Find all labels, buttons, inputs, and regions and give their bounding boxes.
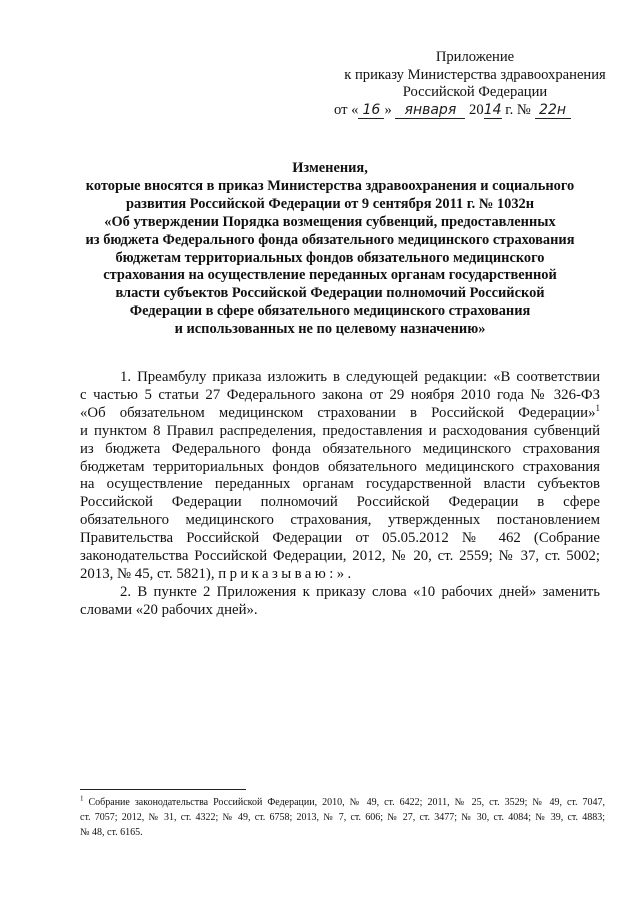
title-line: бюджетам территориальных фондов обязательного медицинского [115, 249, 545, 266]
title-line: страхования на осуществление переданных органам государственной [103, 267, 557, 284]
paragraph-1-line: обязательного медицинского страхования, утвержденных постановлением [80, 512, 600, 529]
annex-ministry: Российской Федерации [402, 84, 548, 100]
title-line: из бюджета Федерального фонда обязательного медицинского страхования [85, 231, 575, 248]
date-prefix: от « [334, 101, 359, 118]
footnote-text: Собрание законодательства Российской Федерации, 2010, № 49, ст. 6422; 2011, № 25, ст. 3529; № 49, ст. 7047, [88, 797, 606, 808]
footnote-reference: 1 [595, 402, 600, 413]
title-line: Федерации в сфере обязательного медицинского страхования [129, 303, 531, 320]
handwritten-number: 22н [535, 103, 571, 119]
paragraph-1-line: на осуществление переданных органам государственной власти субъектов [80, 476, 600, 493]
title-line: и использованных не по целевому назначению» [174, 321, 486, 338]
footnote-line: № 48, ст. 6165. [80, 827, 143, 838]
paragraph-1-line: законодательства Российской Федерации, 2012, № 20, ст. 2559; № 37, ст. 5002; [80, 548, 600, 565]
annex-date-line [330, 102, 620, 120]
paragraph-1-line: из бюджета Федерального фонда обязательного медицинского страхования [80, 440, 600, 457]
footnote-line [80, 795, 605, 810]
paragraph-1-text: «Об обязательном медицинском страховании в Российской Федерации» [80, 404, 596, 421]
paragraph-1-text: 2013, № 45, ст. 5821), [80, 565, 215, 582]
document-title [60, 160, 600, 339]
footnote [80, 795, 605, 840]
paragraph-1-line [80, 402, 600, 423]
paragraph-1-line: с частью 5 статьи 27 Федерального закона от 29 ноября 2010 года № 326-ФЗ [80, 386, 600, 403]
paragraph-2-line: 2. В пункте 2 Приложения к приказу слова «10 рабочих дней» заменить [120, 583, 600, 600]
paragraph-1-line: Правительства Российской Федерации от 05.05.2012 № 462 (Собрание [80, 530, 600, 547]
annex-label: Приложение [435, 49, 515, 65]
title-line: «Об утверждении Порядка возмещения субвенций, предоставленных [104, 213, 556, 230]
handwritten-day: 16 [358, 103, 384, 119]
footnote-marker: 1 [80, 794, 84, 803]
paragraph-1-line: и пунктом 8 Правил распределения, предоставления и расходования субвенций [80, 422, 600, 439]
handwritten-month: января [395, 103, 465, 119]
paragraph-1-line [80, 566, 600, 584]
year-word: г. № [505, 101, 531, 118]
date-mid: » [384, 101, 392, 118]
annex-header [330, 49, 620, 119]
document-body [80, 369, 600, 620]
paragraph-2-line: словами «20 рабочих дней». [80, 601, 258, 618]
handwritten-year: 14 [483, 101, 502, 118]
paragraph-1-line: 1. Преамбулу приказа изложить в следующей редакции: «В соответствии [120, 369, 600, 385]
decree-word: приказываю:». [218, 565, 355, 582]
title-line: власти субъектов Российской Федерации полномочий Российской [115, 285, 545, 302]
paragraph-1-line: Российской Федерации полномочий Российской Федерации в сфере [80, 494, 600, 511]
paragraph-1-line: бюджетам территориальных фондов обязательного медицинского страхования [80, 458, 600, 475]
title-line: Изменения, [292, 160, 368, 176]
title-line: которые вносятся в приказ Министерства здравоохранения и социального [85, 177, 575, 194]
title-line: развития Российской Федерации от 9 сентября 2011 г. № 1032н [125, 195, 535, 212]
annex-order-ref: к приказу Министерства здравоохранения [344, 66, 606, 83]
footnote-separator [80, 789, 246, 790]
year-prefix: 20 [469, 101, 484, 118]
footnote-line: ст. 7057; 2012, № 31, ст. 4322; № 49, ст. 6758; 2013, № 7, ст. 606; № 27, ст. 3477; № 30, ст. 4084; № 39, ст. 4883; [80, 812, 605, 823]
